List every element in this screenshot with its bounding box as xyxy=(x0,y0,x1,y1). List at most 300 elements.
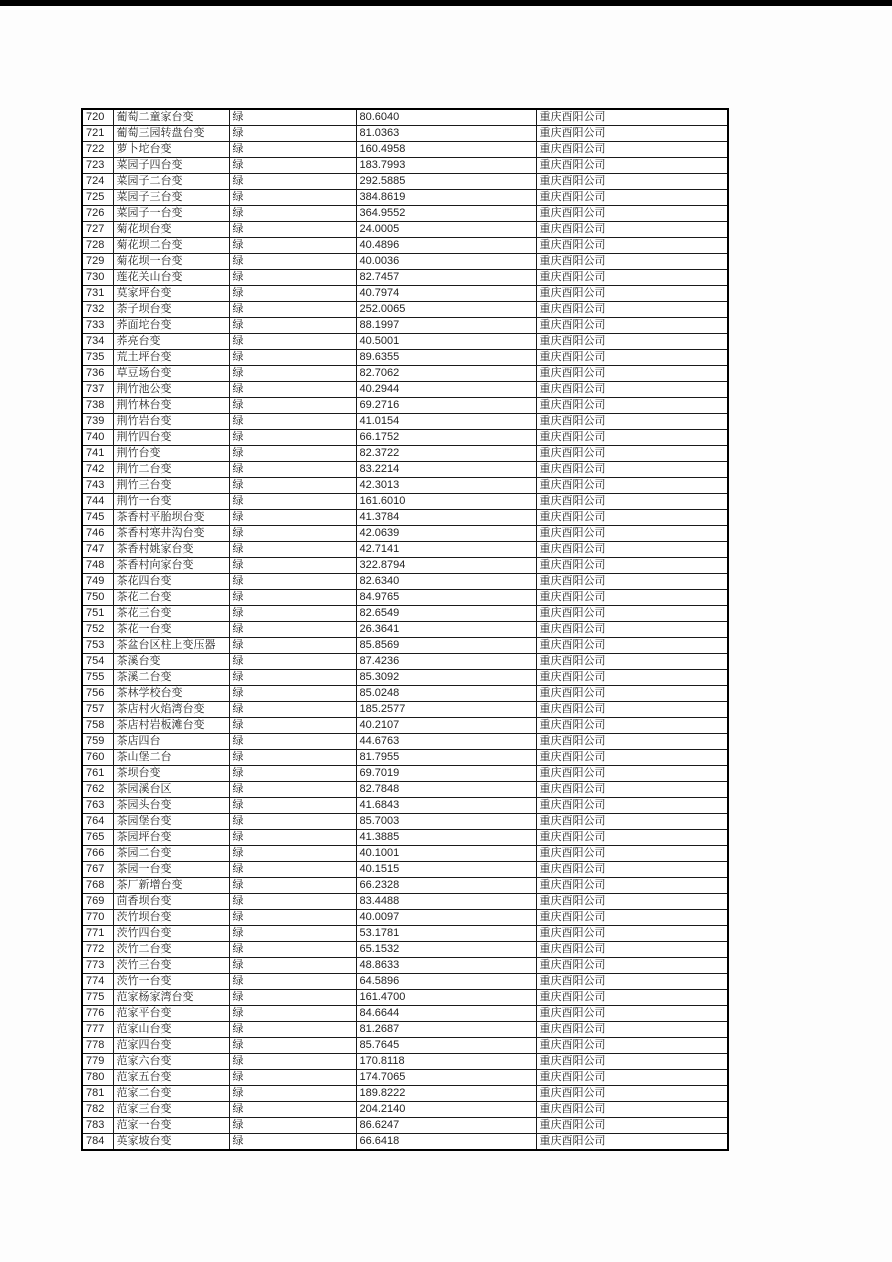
status-cell: 绿 xyxy=(229,654,356,670)
row-number-cell: 783 xyxy=(82,1118,113,1134)
station-name-cell: 茶园溪台区 xyxy=(113,782,229,798)
row-number-cell: 740 xyxy=(82,430,113,446)
table-row xyxy=(82,926,728,942)
company-cell: 重庆酉阳公司 xyxy=(536,190,728,206)
company-cell: 重庆酉阳公司 xyxy=(536,1118,728,1134)
station-name-cell: 茨竹一台变 xyxy=(113,974,229,990)
value-cell: 189.8222 xyxy=(356,1086,536,1102)
company-cell: 重庆酉阳公司 xyxy=(536,478,728,494)
row-number-cell: 723 xyxy=(82,158,113,174)
row-number-cell: 742 xyxy=(82,462,113,478)
table-row xyxy=(82,750,728,766)
station-name-cell: 茶盆台区柱上变压器 xyxy=(113,638,229,654)
station-name-cell: 菜园子三台变 xyxy=(113,190,229,206)
value-cell: 26.3641 xyxy=(356,622,536,638)
row-number-cell: 761 xyxy=(82,766,113,782)
row-number-cell: 767 xyxy=(82,862,113,878)
station-name-cell: 英家坡台变 xyxy=(113,1134,229,1151)
table-row xyxy=(82,590,728,606)
status-cell: 绿 xyxy=(229,878,356,894)
row-number-cell: 735 xyxy=(82,350,113,366)
table-row xyxy=(82,1006,728,1022)
status-cell: 绿 xyxy=(229,846,356,862)
value-cell: 170.8118 xyxy=(356,1054,536,1070)
table-row xyxy=(82,206,728,222)
row-number-cell: 721 xyxy=(82,126,113,142)
table-row xyxy=(82,606,728,622)
table-row xyxy=(82,942,728,958)
table-row xyxy=(82,382,728,398)
status-cell: 绿 xyxy=(229,446,356,462)
status-cell: 绿 xyxy=(229,510,356,526)
table-row xyxy=(82,238,728,254)
row-number-cell: 755 xyxy=(82,670,113,686)
status-cell: 绿 xyxy=(229,382,356,398)
station-name-cell: 范家二台变 xyxy=(113,1086,229,1102)
value-cell: 40.0097 xyxy=(356,910,536,926)
station-name-cell: 茨竹三台变 xyxy=(113,958,229,974)
company-cell: 重庆酉阳公司 xyxy=(536,734,728,750)
value-cell: 44.6763 xyxy=(356,734,536,750)
status-cell: 绿 xyxy=(229,1118,356,1134)
value-cell: 88.1997 xyxy=(356,318,536,334)
company-cell: 重庆酉阳公司 xyxy=(536,1086,728,1102)
row-number-cell: 727 xyxy=(82,222,113,238)
table-row xyxy=(82,878,728,894)
station-name-cell: 荆竹岩台变 xyxy=(113,414,229,430)
station-name-cell: 茶店村火焰湾台变 xyxy=(113,702,229,718)
value-cell: 69.7019 xyxy=(356,766,536,782)
table-row xyxy=(82,270,728,286)
value-cell: 82.7848 xyxy=(356,782,536,798)
status-cell: 绿 xyxy=(229,158,356,174)
row-number-cell: 747 xyxy=(82,542,113,558)
table-row xyxy=(82,830,728,846)
row-number-cell: 784 xyxy=(82,1134,113,1151)
table-row xyxy=(82,334,728,350)
station-name-cell: 茶厂新增台变 xyxy=(113,878,229,894)
station-name-cell: 茶园一台变 xyxy=(113,862,229,878)
status-cell: 绿 xyxy=(229,462,356,478)
table-row xyxy=(82,958,728,974)
company-cell: 重庆酉阳公司 xyxy=(536,350,728,366)
value-cell: 41.6843 xyxy=(356,798,536,814)
company-cell: 重庆酉阳公司 xyxy=(536,270,728,286)
company-cell: 重庆酉阳公司 xyxy=(536,174,728,190)
status-cell: 绿 xyxy=(229,622,356,638)
company-cell: 重庆酉阳公司 xyxy=(536,462,728,478)
row-number-cell: 762 xyxy=(82,782,113,798)
value-cell: 40.0036 xyxy=(356,254,536,270)
table-row xyxy=(82,462,728,478)
company-cell: 重庆酉阳公司 xyxy=(536,958,728,974)
value-cell: 66.6418 xyxy=(356,1134,536,1151)
table-row xyxy=(82,686,728,702)
status-cell: 绿 xyxy=(229,798,356,814)
company-cell: 重庆酉阳公司 xyxy=(536,798,728,814)
status-cell: 绿 xyxy=(229,190,356,206)
status-cell: 绿 xyxy=(229,1086,356,1102)
value-cell: 66.2328 xyxy=(356,878,536,894)
station-name-cell: 葡萄三园转盘台变 xyxy=(113,126,229,142)
value-cell: 64.5896 xyxy=(356,974,536,990)
company-cell: 重庆酉阳公司 xyxy=(536,494,728,510)
company-cell: 重庆酉阳公司 xyxy=(536,446,728,462)
row-number-cell: 738 xyxy=(82,398,113,414)
table-row xyxy=(82,910,728,926)
row-number-cell: 743 xyxy=(82,478,113,494)
row-number-cell: 726 xyxy=(82,206,113,222)
status-cell: 绿 xyxy=(229,142,356,158)
table-row xyxy=(82,798,728,814)
value-cell: 85.8569 xyxy=(356,638,536,654)
status-cell: 绿 xyxy=(229,814,356,830)
station-name-cell: 茶坝台变 xyxy=(113,766,229,782)
station-name-cell: 菊花坝台变 xyxy=(113,222,229,238)
row-number-cell: 770 xyxy=(82,910,113,926)
value-cell: 40.2107 xyxy=(356,718,536,734)
station-name-cell: 茶花一台变 xyxy=(113,622,229,638)
status-cell: 绿 xyxy=(229,974,356,990)
row-number-cell: 782 xyxy=(82,1102,113,1118)
status-cell: 绿 xyxy=(229,894,356,910)
status-cell: 绿 xyxy=(229,990,356,1006)
row-number-cell: 769 xyxy=(82,894,113,910)
status-cell: 绿 xyxy=(229,334,356,350)
station-name-cell: 茶店四台 xyxy=(113,734,229,750)
status-cell: 绿 xyxy=(229,398,356,414)
company-cell: 重庆酉阳公司 xyxy=(536,942,728,958)
station-name-cell: 荒土坪台变 xyxy=(113,350,229,366)
value-cell: 66.1752 xyxy=(356,430,536,446)
value-cell: 41.3885 xyxy=(356,830,536,846)
status-cell: 绿 xyxy=(229,782,356,798)
station-name-cell: 茴香坝台变 xyxy=(113,894,229,910)
value-cell: 40.5001 xyxy=(356,334,536,350)
table-row xyxy=(82,718,728,734)
table-row xyxy=(82,158,728,174)
station-name-cell: 茶园二台变 xyxy=(113,846,229,862)
status-cell: 绿 xyxy=(229,1054,356,1070)
company-cell: 重庆酉阳公司 xyxy=(536,558,728,574)
table-row xyxy=(82,542,728,558)
row-number-cell: 741 xyxy=(82,446,113,462)
table-row xyxy=(82,1038,728,1054)
station-name-cell: 荞亮台变 xyxy=(113,334,229,350)
status-cell: 绿 xyxy=(229,1038,356,1054)
table-row xyxy=(82,574,728,590)
value-cell: 81.0363 xyxy=(356,126,536,142)
station-name-cell: 茨竹二台变 xyxy=(113,942,229,958)
table-row xyxy=(82,766,728,782)
station-name-cell: 范家平台变 xyxy=(113,1006,229,1022)
table-row xyxy=(82,1134,728,1151)
value-cell: 53.1781 xyxy=(356,926,536,942)
row-number-cell: 768 xyxy=(82,878,113,894)
status-cell: 绿 xyxy=(229,350,356,366)
value-cell: 40.7974 xyxy=(356,286,536,302)
station-name-cell: 茶花二台变 xyxy=(113,590,229,606)
station-name-cell: 茶店村岩板滩台变 xyxy=(113,718,229,734)
row-number-cell: 725 xyxy=(82,190,113,206)
row-number-cell: 751 xyxy=(82,606,113,622)
station-name-cell: 茶香村向家台变 xyxy=(113,558,229,574)
company-cell: 重庆酉阳公司 xyxy=(536,318,728,334)
table-row xyxy=(82,1054,728,1070)
status-cell: 绿 xyxy=(229,1102,356,1118)
station-name-cell: 范家四台变 xyxy=(113,1038,229,1054)
status-cell: 绿 xyxy=(229,1134,356,1151)
station-name-cell: 茶花三台变 xyxy=(113,606,229,622)
company-cell: 重庆酉阳公司 xyxy=(536,926,728,942)
company-cell: 重庆酉阳公司 xyxy=(536,526,728,542)
status-cell: 绿 xyxy=(229,862,356,878)
company-cell: 重庆酉阳公司 xyxy=(536,1038,728,1054)
value-cell: 81.7955 xyxy=(356,750,536,766)
table-row xyxy=(82,414,728,430)
value-cell: 185.2577 xyxy=(356,702,536,718)
station-name-cell: 茶园堡台变 xyxy=(113,814,229,830)
row-number-cell: 729 xyxy=(82,254,113,270)
company-cell: 重庆酉阳公司 xyxy=(536,654,728,670)
value-cell: 69.2716 xyxy=(356,398,536,414)
company-cell: 重庆酉阳公司 xyxy=(536,366,728,382)
company-cell: 重庆酉阳公司 xyxy=(536,766,728,782)
table-row xyxy=(82,254,728,270)
station-name-cell: 荞面坨台变 xyxy=(113,318,229,334)
status-cell: 绿 xyxy=(229,574,356,590)
company-cell: 重庆酉阳公司 xyxy=(536,846,728,862)
value-cell: 65.1532 xyxy=(356,942,536,958)
row-number-cell: 750 xyxy=(82,590,113,606)
table-row xyxy=(82,814,728,830)
value-cell: 85.7003 xyxy=(356,814,536,830)
station-name-cell: 茶园头台变 xyxy=(113,798,229,814)
row-number-cell: 776 xyxy=(82,1006,113,1022)
station-name-cell: 茶山堡二台 xyxy=(113,750,229,766)
company-cell: 重庆酉阳公司 xyxy=(536,254,728,270)
value-cell: 84.9765 xyxy=(356,590,536,606)
value-cell: 82.3722 xyxy=(356,446,536,462)
value-cell: 83.2214 xyxy=(356,462,536,478)
station-name-cell: 茨竹坝台变 xyxy=(113,910,229,926)
company-cell: 重庆酉阳公司 xyxy=(536,430,728,446)
station-name-cell: 茶香村平胎坝台变 xyxy=(113,510,229,526)
row-number-cell: 749 xyxy=(82,574,113,590)
value-cell: 183.7993 xyxy=(356,158,536,174)
company-cell: 重庆酉阳公司 xyxy=(536,702,728,718)
station-name-cell: 菜园子一台变 xyxy=(113,206,229,222)
status-cell: 绿 xyxy=(229,1006,356,1022)
company-cell: 重庆酉阳公司 xyxy=(536,510,728,526)
table-row xyxy=(82,109,728,126)
value-cell: 42.7141 xyxy=(356,542,536,558)
status-cell: 绿 xyxy=(229,318,356,334)
station-name-cell: 萝卜坨台变 xyxy=(113,142,229,158)
row-number-cell: 760 xyxy=(82,750,113,766)
station-name-cell: 菜园子二台变 xyxy=(113,174,229,190)
table-row xyxy=(82,142,728,158)
row-number-cell: 756 xyxy=(82,686,113,702)
value-cell: 82.7062 xyxy=(356,366,536,382)
row-number-cell: 736 xyxy=(82,366,113,382)
station-name-cell: 范家山台变 xyxy=(113,1022,229,1038)
status-cell: 绿 xyxy=(229,526,356,542)
table-row xyxy=(82,318,728,334)
value-cell: 42.3013 xyxy=(356,478,536,494)
row-number-cell: 720 xyxy=(82,109,113,126)
value-cell: 83.4488 xyxy=(356,894,536,910)
row-number-cell: 753 xyxy=(82,638,113,654)
status-cell: 绿 xyxy=(229,542,356,558)
status-cell: 绿 xyxy=(229,238,356,254)
row-number-cell: 722 xyxy=(82,142,113,158)
table-row xyxy=(82,366,728,382)
table-row xyxy=(82,398,728,414)
row-number-cell: 781 xyxy=(82,1086,113,1102)
value-cell: 40.4896 xyxy=(356,238,536,254)
table-row xyxy=(82,782,728,798)
station-name-cell: 荆竹台变 xyxy=(113,446,229,462)
company-cell: 重庆酉阳公司 xyxy=(536,109,728,126)
station-name-cell: 荆竹二台变 xyxy=(113,462,229,478)
table-row xyxy=(82,862,728,878)
station-name-cell: 莫家坪台变 xyxy=(113,286,229,302)
station-name-cell: 茨竹四台变 xyxy=(113,926,229,942)
company-cell: 重庆酉阳公司 xyxy=(536,814,728,830)
value-cell: 89.6355 xyxy=(356,350,536,366)
station-name-cell: 茶香村姚家台变 xyxy=(113,542,229,558)
row-number-cell: 744 xyxy=(82,494,113,510)
table-row xyxy=(82,734,728,750)
station-name-cell: 荆竹三台变 xyxy=(113,478,229,494)
row-number-cell: 746 xyxy=(82,526,113,542)
company-cell: 重庆酉阳公司 xyxy=(536,1022,728,1038)
row-number-cell: 758 xyxy=(82,718,113,734)
status-cell: 绿 xyxy=(229,926,356,942)
row-number-cell: 774 xyxy=(82,974,113,990)
value-cell: 174.7065 xyxy=(356,1070,536,1086)
table-row xyxy=(82,526,728,542)
row-number-cell: 777 xyxy=(82,1022,113,1038)
value-cell: 40.2944 xyxy=(356,382,536,398)
row-number-cell: 739 xyxy=(82,414,113,430)
status-cell: 绿 xyxy=(229,590,356,606)
table-row xyxy=(82,702,728,718)
status-cell: 绿 xyxy=(229,270,356,286)
row-number-cell: 752 xyxy=(82,622,113,638)
company-cell: 重庆酉阳公司 xyxy=(536,1054,728,1070)
value-cell: 40.1001 xyxy=(356,846,536,862)
row-number-cell: 766 xyxy=(82,846,113,862)
row-number-cell: 732 xyxy=(82,302,113,318)
value-cell: 40.1515 xyxy=(356,862,536,878)
status-cell: 绿 xyxy=(229,558,356,574)
status-cell: 绿 xyxy=(229,206,356,222)
table-row xyxy=(82,126,728,142)
company-cell: 重庆酉阳公司 xyxy=(536,206,728,222)
table-row xyxy=(82,1118,728,1134)
value-cell: 48.8633 xyxy=(356,958,536,974)
value-cell: 161.4700 xyxy=(356,990,536,1006)
status-cell: 绿 xyxy=(229,478,356,494)
company-cell: 重庆酉阳公司 xyxy=(536,638,728,654)
status-cell: 绿 xyxy=(229,254,356,270)
station-name-cell: 荼子坝台变 xyxy=(113,302,229,318)
table-row xyxy=(82,446,728,462)
row-number-cell: 757 xyxy=(82,702,113,718)
status-cell: 绿 xyxy=(229,1070,356,1086)
row-number-cell: 745 xyxy=(82,510,113,526)
status-cell: 绿 xyxy=(229,494,356,510)
value-cell: 85.7645 xyxy=(356,1038,536,1054)
status-cell: 绿 xyxy=(229,302,356,318)
station-name-cell: 茶香村寒井沟台变 xyxy=(113,526,229,542)
table-row xyxy=(82,1102,728,1118)
row-number-cell: 778 xyxy=(82,1038,113,1054)
value-cell: 85.0248 xyxy=(356,686,536,702)
row-number-cell: 737 xyxy=(82,382,113,398)
table-row xyxy=(82,638,728,654)
station-name-cell: 范家杨家湾台变 xyxy=(113,990,229,1006)
company-cell: 重庆酉阳公司 xyxy=(536,782,728,798)
table-row xyxy=(82,190,728,206)
row-number-cell: 775 xyxy=(82,990,113,1006)
company-cell: 重庆酉阳公司 xyxy=(536,830,728,846)
station-name-cell: 荆竹池公变 xyxy=(113,382,229,398)
table-row xyxy=(82,1070,728,1086)
station-name-cell: 范家五台变 xyxy=(113,1070,229,1086)
company-cell: 重庆酉阳公司 xyxy=(536,142,728,158)
row-number-cell: 780 xyxy=(82,1070,113,1086)
transformer-station-table xyxy=(81,108,729,1151)
table-row xyxy=(82,622,728,638)
station-name-cell: 范家三台变 xyxy=(113,1102,229,1118)
table-row xyxy=(82,430,728,446)
top-black-bar xyxy=(0,0,892,6)
value-cell: 86.6247 xyxy=(356,1118,536,1134)
table-row xyxy=(82,1086,728,1102)
value-cell: 80.6040 xyxy=(356,109,536,126)
status-cell: 绿 xyxy=(229,1022,356,1038)
status-cell: 绿 xyxy=(229,286,356,302)
table-row xyxy=(82,894,728,910)
company-cell: 重庆酉阳公司 xyxy=(536,1070,728,1086)
company-cell: 重庆酉阳公司 xyxy=(536,990,728,1006)
station-name-cell: 荆竹四台变 xyxy=(113,430,229,446)
value-cell: 384.8619 xyxy=(356,190,536,206)
status-cell: 绿 xyxy=(229,109,356,126)
value-cell: 42.0639 xyxy=(356,526,536,542)
row-number-cell: 748 xyxy=(82,558,113,574)
station-name-cell: 茶园坪台变 xyxy=(113,830,229,846)
row-number-cell: 763 xyxy=(82,798,113,814)
status-cell: 绿 xyxy=(229,830,356,846)
company-cell: 重庆酉阳公司 xyxy=(536,398,728,414)
status-cell: 绿 xyxy=(229,126,356,142)
station-name-cell: 葡萄二童家台变 xyxy=(113,109,229,126)
table-row xyxy=(82,350,728,366)
status-cell: 绿 xyxy=(229,766,356,782)
value-cell: 160.4958 xyxy=(356,142,536,158)
company-cell: 重庆酉阳公司 xyxy=(536,590,728,606)
station-name-cell: 菊花坝二台变 xyxy=(113,238,229,254)
status-cell: 绿 xyxy=(229,638,356,654)
value-cell: 85.3092 xyxy=(356,670,536,686)
company-cell: 重庆酉阳公司 xyxy=(536,302,728,318)
company-cell: 重庆酉阳公司 xyxy=(536,862,728,878)
table-row xyxy=(82,494,728,510)
